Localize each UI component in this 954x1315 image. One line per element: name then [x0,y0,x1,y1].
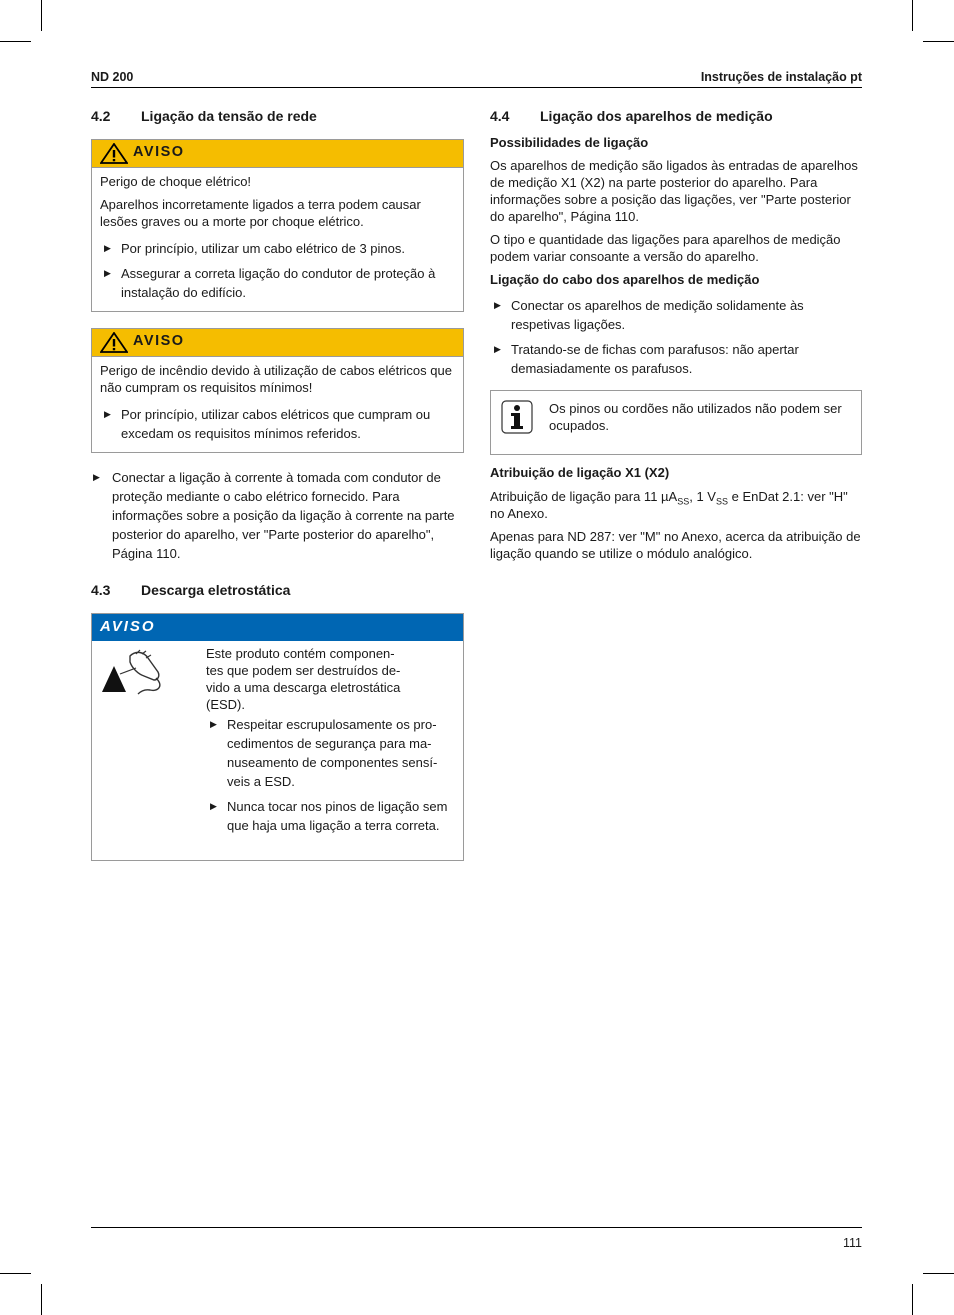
section-heading-4-2: 4.2 Ligação da tensão de rede [91,108,317,124]
footer-rule [91,1227,862,1228]
header-doc-title: Instruções de instalação pt [700,70,862,84]
crop-mark [0,1273,31,1274]
warning-box-electric [91,139,464,312]
warning-text: Aparelhos incorretamente ligados a terra podem causar lesões graves ou a morte por choque elétrico. [100,197,421,229]
crop-mark [923,1273,954,1274]
page-number: 111 [842,1236,862,1250]
crop-mark [41,0,42,31]
esd-text: tes que podem ser destruídos de- [206,663,401,678]
subheading: Possibilidades de ligação [490,135,649,150]
warning-label: AVISO [133,333,185,349]
esd-warning-label: AVISO [92,614,463,641]
bullet-triangle-icon: ▶ [210,719,217,729]
warning-triangle-icon [100,143,128,164]
header-product: ND 200 [91,70,134,84]
section-heading-4-3: 4.3 Descarga eletrostática [91,582,291,598]
section-heading-4-4: 4.4 Ligação dos aparelhos de medição [490,108,773,124]
bullet-triangle-icon: ▶ [104,243,111,253]
warning-triangle-icon [100,332,128,353]
list-item: ▶ Tratando-se de fichas com parafusos: não apertar demasiadamente os parafusos. [494,342,799,376]
esd-warning-box [91,613,464,861]
esd-text: Este produto contém componen- [206,646,395,661]
warning-text: Perigo de incêndio devido à utilização de cabos elétricos que não cumpram os requisitos mínimos! [100,363,452,395]
list-item: ▶ Nunca tocar nos pinos de ligação sem que haja uma ligação a terra correta. [210,799,448,833]
crop-mark [41,1284,42,1315]
paragraph: Atribuição de ligação para 11 µA$_{SS}$, 1 $V_{SS}$ e EnDat 2.1: ver "H" no Anexo. [490,489,848,521]
paragraph: O tipo e quantidade das ligações para aparelhos de medição podem variar consoante a versão do aparelho. [490,232,841,264]
info-icon [501,400,533,434]
warning-text: Perigo de choque elétrico! [100,174,252,189]
info-box [490,390,862,455]
right-column [490,107,862,568]
left-column [91,107,464,861]
bullet-triangle-icon: ▶ [104,409,111,419]
list-item: ▶ Assegurar a correta ligação do condutor de proteção à instalação do edifício. [104,266,436,300]
esd-hand-icon [100,646,166,696]
warning-header [92,140,463,168]
paragraph: Os aparelhos de medição são ligados às entradas de aparelhos de medição X1 (X2) na parte posterior do aparelho. Para informações sobre a posição das ligações, ver "Parte posterior do aparelho", Página 110. [490,158,858,224]
crop-mark [0,41,31,42]
bullet-triangle-icon: ▶ [210,801,217,811]
paragraph: Apenas para ND 287: ver "M" no Anexo, acerca da atribuição de ligação quando se utilize o módulo analógico. [490,529,861,561]
subheading: Ligação do cabo dos aparelhos de medição [490,272,760,287]
bullet-triangle-icon: ▶ [93,472,100,482]
warning-label: AVISO [133,144,185,160]
warning-box-fire [91,328,464,453]
crop-mark [923,41,954,42]
esd-text: vido a uma descarga eletrostática [206,680,401,695]
list-item: ▶ Por princípio, utilizar um cabo elétrico de 3 pinos. [104,241,405,256]
list-item: ▶ Por princípio, utilizar cabos elétricos que cumpram ou excedam os requisitos mínimos referidos. [104,407,431,441]
page-header [91,69,862,88]
list-item: ▶ Conectar a ligação à corrente à tomada com condutor de proteção mediante o cabo elétrico fornecido. Para informações sobre a posição da ligação à corrente na parte posterior do aparelho, ver "Parte posterior do aparelho", Página 110. [93,470,455,561]
crop-mark [912,1284,913,1315]
esd-text: (ESD). [206,697,245,712]
bullet-triangle-icon: ▶ [494,344,501,354]
list-item: ▶ Conectar os aparelhos de medição solidamente às respetivas ligações. [494,298,804,332]
warning-header [92,329,463,357]
subheading: Atribuição de ligação X1 (X2) [490,465,670,480]
bullet-triangle-icon: ▶ [104,268,111,278]
list-item: ▶ Respeitar escrupulosamente os pro-cedimentos de segurança para ma-nuseamento de componentes sensí-veis a ESD. [210,717,438,789]
crop-mark [912,0,913,31]
info-text: Os pinos ou cordões não utilizados não podem ser ocupados. [549,401,842,433]
bullet-triangle-icon: ▶ [494,300,501,310]
